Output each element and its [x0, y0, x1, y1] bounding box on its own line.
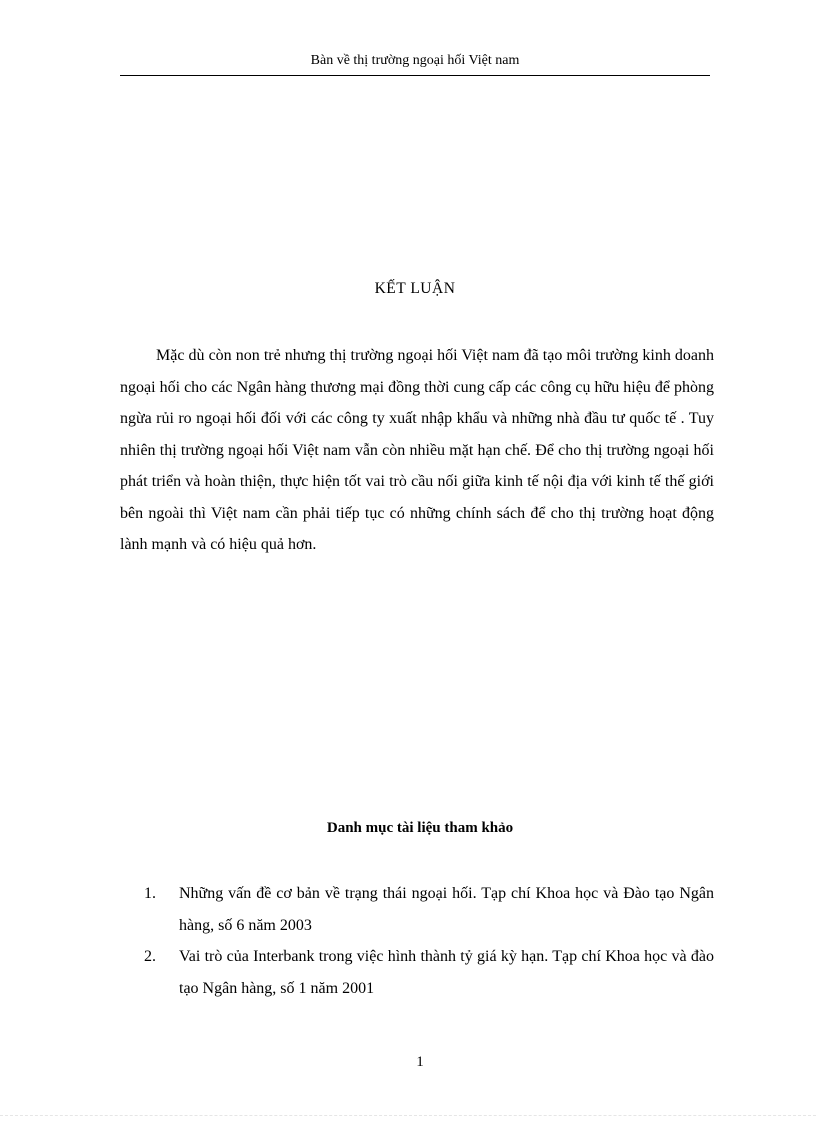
reference-item: [120, 878, 714, 941]
reference-number: 1.: [144, 885, 156, 902]
page-bottom-border: [0, 1115, 816, 1116]
reference-text: Vai trò của Interbank trong việc hình thành tỷ giá kỳ hạn. Tạp chí Khoa học và đào tạo Ngân hàng, số 1 năm 2001: [179, 948, 714, 997]
reference-text: Những vấn đề cơ bản về trạng thái ngoại hối. Tạp chí Khoa học và Đào tạo Ngân hàng, số 6 năm 2003: [179, 885, 714, 934]
reference-number: 2.: [144, 948, 156, 965]
references-title: Danh mục tài liệu tham khảo: [326, 820, 514, 836]
page-number: 1: [416, 1054, 424, 1070]
header-rule: [120, 75, 710, 76]
references-list: [120, 878, 714, 1004]
body-paragraph: Mặc dù còn non trẻ nhưng thị trường ngoại hối Việt nam đã tạo môi trường kinh doanh ngoại hối cho các Ngân hàng thương mại đồng thời cung cấp các công cụ hữu hiệu để phòng ngừa rủi ro ngoại hối đối với các công ty xuất nhập khẩu và những nhà đầu tư quốc tế . Tuy nhiên thị trường ngoại hối Việt nam vẫn còn nhiều mặt hạn chế. Để cho thị trường ngoại hối phát triển và hoàn thiện, thực hiện tốt vai trò cầu nối giữa kinh tế nội địa với kinh tế thế giới bên ngoài thì Việt nam cần phải tiếp tục có những chính sách để cho thị trường hoạt động lành mạnh và có hiệu quả hơn.: [120, 347, 714, 553]
section-title: KẾT LUẬN: [374, 280, 456, 297]
running-header: Bàn về thị trường ngoại hối Việt nam: [310, 53, 520, 68]
reference-item: [120, 941, 714, 1004]
